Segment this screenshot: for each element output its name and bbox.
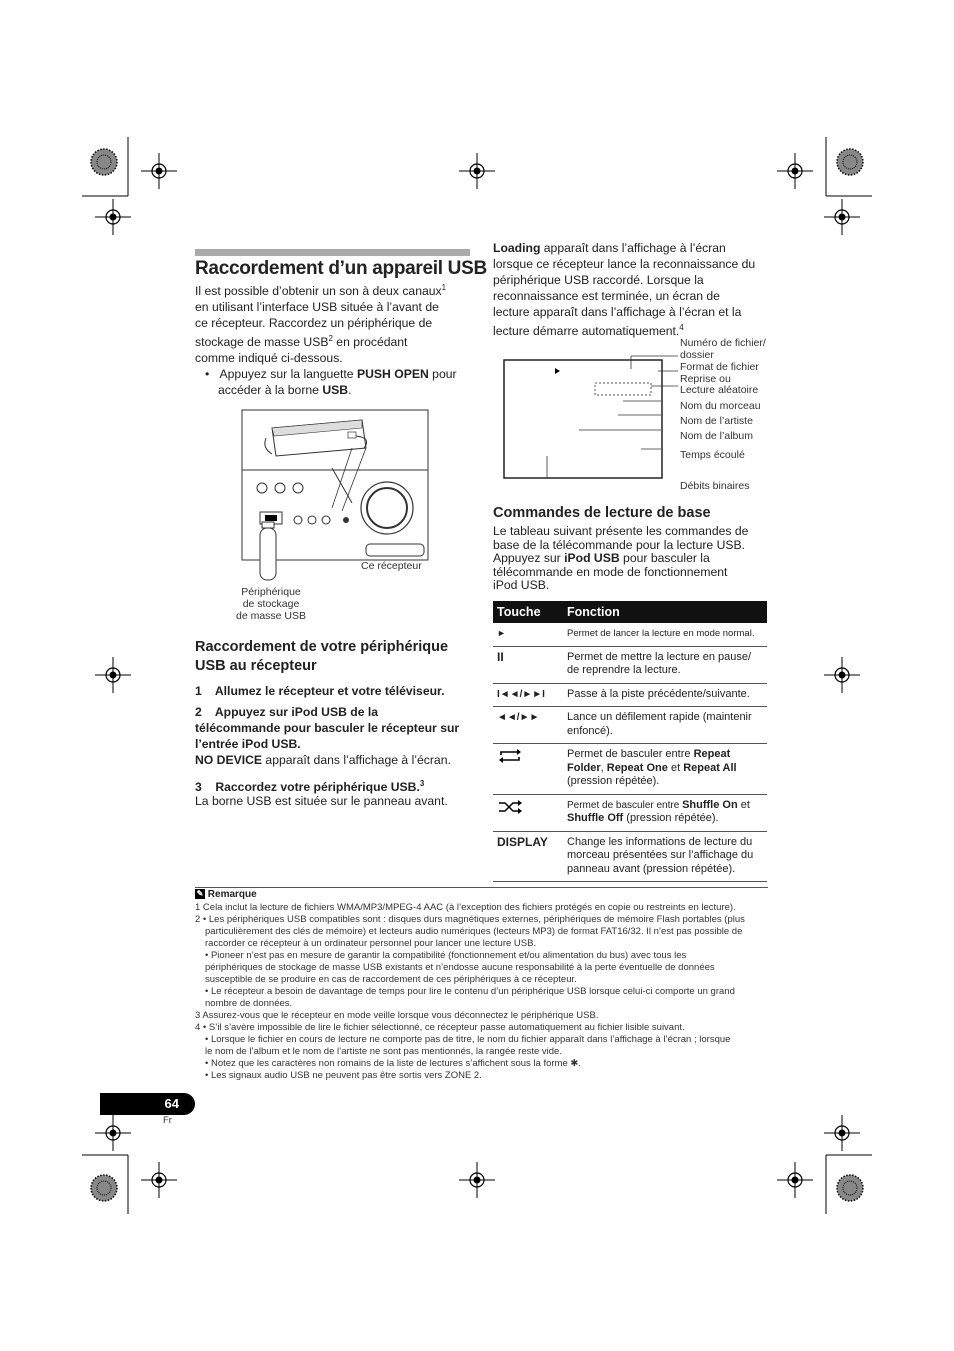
intro-paragraph: Il est possible d’obtenir un son à deux canaux$^1$ en utilisant l’interface USB située à l’avant de ce récepteur. Raccordez un périphérique de stockage de masse USB$^2$ en procédant comme indiqué ci-dessous. (195, 283, 447, 366)
table-row (493, 831, 767, 882)
display-function: Change les informations de lecture du morceau présentées sur l’affichage du panneau avant (pression répétée). (563, 831, 767, 882)
table-header-row (493, 601, 767, 623)
step-2: 2 Appuyez sur iPod USB de la télécommande pour basculer le récepteur sur l’entrée iPod USB. (195, 705, 460, 751)
skip-key: I◄◄/►►I (493, 683, 563, 707)
play-function: Permet de lancer la lecture en mode normal. (563, 623, 767, 646)
page-title: Raccordement d’un appareil USB (195, 258, 487, 279)
step-3-text: La borne USB est située sur le panneau avant. (195, 794, 448, 808)
play-key: ► (493, 623, 563, 646)
note-icon: ✎ (196, 889, 204, 899)
table-row (493, 744, 767, 795)
page-number: 64 (100, 1093, 195, 1115)
table-row (493, 623, 767, 646)
skip-function: Passe à la piste précédente/suivante. (563, 683, 767, 707)
bullet-push-open: • Appuyez sur la languette PUSH OPEN pour accéder à la borne USB. (205, 367, 457, 397)
screen-labels: Numéro de fichier/ dossier Format de fichier Reprise ou Lecture aléatoire Nom du morceau Nom de l’artiste Nom de l’album Temps écoulé Débits binaires (680, 337, 766, 492)
step-1: 1 Allumez le récepteur et votre téléviseur. (195, 684, 445, 698)
header-key: Touche (493, 601, 563, 623)
display-key: DISPLAY (493, 831, 563, 882)
shuffle-key (493, 794, 563, 831)
title-bar (195, 249, 470, 256)
repeat-icon (497, 748, 523, 764)
loading-paragraph: Loading apparaît dans l’affichage à l’écran lorsque ce récepteur lance la reconnaissance du périphérique USB raccordé. Lorsque la reconnaissance est terminée, un écran de lecture apparaît dans l’affichage à l’écran et la lecture démarre automatiquement.$^4$ (493, 241, 756, 339)
shuffle-function: Permet de basculer entre Shuffle On et Shuffle Off (pression répétée). (563, 794, 767, 831)
table-row (493, 707, 767, 744)
scan-key: ◄◄/►► (493, 707, 563, 744)
pause-key: II (493, 646, 563, 683)
usb-device-label: Périphérique de stockage de masse USB (235, 586, 307, 622)
receiver-label: Ce récepteur (361, 560, 422, 572)
notes-divider (195, 887, 768, 888)
step-2-note: NO DEVICE apparaît dans l’affichage à l’écran. (195, 753, 451, 767)
table-row (493, 683, 767, 707)
playback-screen-diagram (503, 338, 683, 488)
commands-intro: Le tableau suivant présente les commandes de base de la télécommande pour la lecture USB. Appuyez sur iPod USB pour basculer la télécommande en mode de fonctionnement iPod USB. (493, 524, 749, 592)
table-row (493, 794, 767, 831)
header-function: Fonction (563, 601, 767, 623)
step-3: 3 Raccordez votre périphérique USB.$^3$ (195, 779, 425, 795)
commands-table (493, 601, 767, 882)
pause-function: Permet de mettre la lecture en pause/ de reprendre la lecture. (563, 646, 767, 683)
subsection-title-connect: Raccordement de votre périphérique USB au récepteur (195, 639, 449, 674)
subsection-title-commands: Commandes de lecture de base (493, 505, 711, 521)
repeat-function: Permet de basculer entre Repeat Folder, Repeat One et Repeat All (pression répétée). (563, 744, 767, 795)
table-row (493, 646, 767, 683)
notes-body: 1 Cela inclut la lecture de fichiers WMA/MP3/MPEG-4 AAC (à l’exception des fichiers protégés en copie ou restreints en lecture). 2 • Les périphériques USB compatibles sont : disques durs magnétiques externes, périphériques de mémoire Flash portables (plus particulièrement des clés de mémoire) et lecteurs audio numériques (lecteurs MP3) de format FAT16/32. Il n’est pas possible de raccorder ce récepteur à un ordinateur personnel pour lancer une lecture USB. • Pioneer n’est pas en mesure de garantir la compatibilité (fonctionnement et/ou alimentation du bus) avec tous les périphériques de stockage de masse USB existants et n’endosse aucune responsabilité à la perte éventuelle de données susceptible de se produire en cas de raccordement de ces périphériques à ce récepteur. • Le récepteur a besoin de davantage de temps pour lire le contenu d’un périphérique USB lorsque celui-ci comporte un grand nombre de données. 3 Assurez-vous que le récepteur en mode veille lorsque vous déconnectez le périphérique USB. 4 • S’il s’avère impossible de lire le fichier sélectionné, ce récepteur passe automatiquement au fichier lisible suivant. • Lorsque le fichier en cours de lecture ne comporte pas de titre, le nom du fichier apparaît dans l’affichage à l’écran ; lorsque le nom de l’album et le nom de l’artiste ne sont pas mentionnés, la rangée reste vide. • Notez que les caractères non romains de la liste de lectures s’affichent sous la forme ✱. • Les signaux audio USB ne peuvent pas être sortis vers ZONE 2. (195, 902, 745, 1081)
language-code: Fr (163, 1115, 172, 1126)
repeat-key (493, 744, 563, 795)
scan-function: Lance un défilement rapide (maintenir enfoncé). (563, 707, 767, 744)
notes-header: ✎ Remarque (196, 889, 257, 900)
shuffle-icon (497, 799, 523, 815)
